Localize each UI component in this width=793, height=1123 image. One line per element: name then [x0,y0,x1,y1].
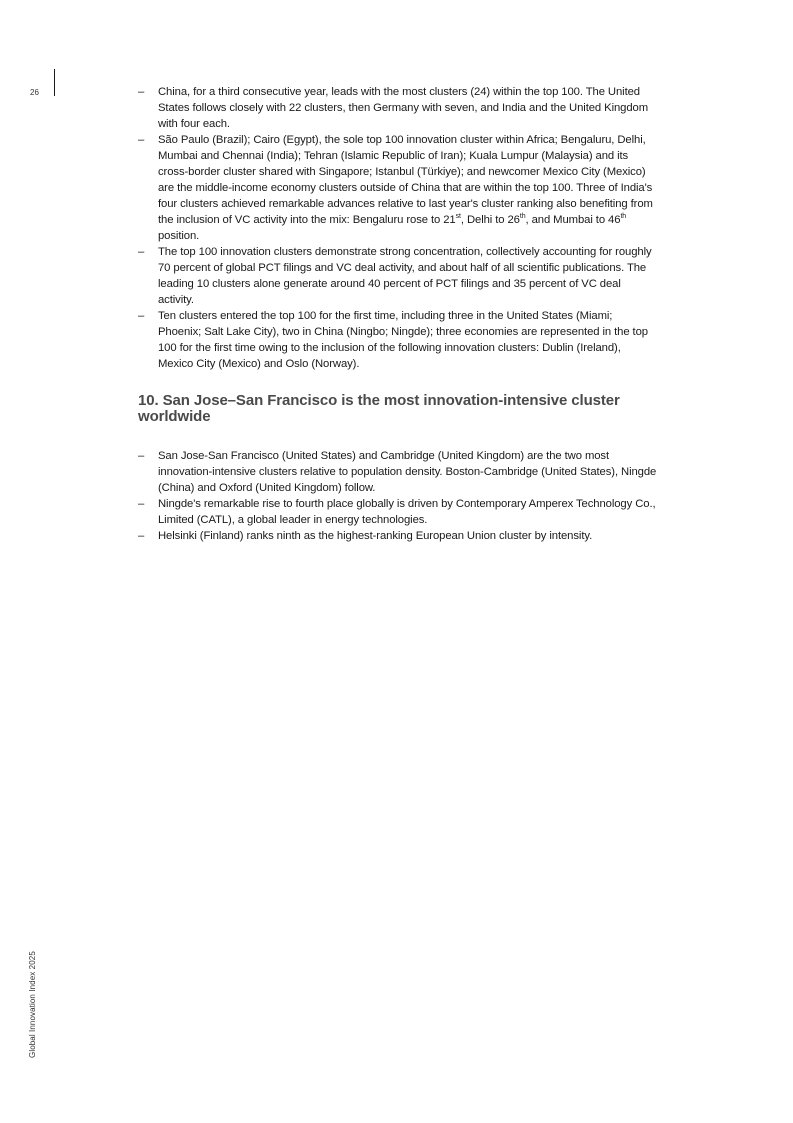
list-item [138,244,658,308]
running-side-label: Global Innovation Index 2025 [28,951,37,1058]
bullet-dash: – [138,310,145,322]
bullet-dash: – [138,86,145,98]
list-item [138,132,658,244]
ordinal-suffix: st [455,213,461,221]
list-item [138,448,658,496]
text-run: position. [158,230,200,242]
list-item-text: San Jose-San Francisco (United States) and Cambridge (United Kingdom) are the two most innovation-intensive clusters relative to population density. Boston-Cambridge (United States), Ningde (China) and Oxford (United Kingdom) follow. [158,450,657,494]
ordinal-suffix: th [519,213,526,221]
page-number: 26 [30,88,39,97]
list-item [138,84,658,132]
ordinal-suffix: th [620,213,627,221]
text-run: , and Mumbai to 46 [525,214,621,226]
bullet-dash: – [138,530,145,542]
main-content [138,84,658,544]
text-run: , Delhi to 26 [460,214,520,226]
bullet-dash: – [138,498,145,510]
list-item-text: Ningde's remarkable rise to fourth place globally is driven by Contemporary Amperex Technology Co., Limited (CATL), a global leader in energy technologies. [158,498,656,526]
key-findings-list [138,84,658,372]
bullet-dash: – [138,134,145,146]
bullet-dash: – [138,450,145,462]
list-item-text: The top 100 innovation clusters demonstrate strong concentration, collectively accounting for roughly 70 percent of global PCT filings and VC deal activity, and about half of all scientific publications. The leading 10 clusters alone generate around 40 percent of PCT filings and 35 percent of VC deal activity. [158,246,652,306]
list-item-text: Ten clusters entered the top 100 for the first time, including three in the United States (Miami; Phoenix; Salt Lake City), two in China (Ningbo; Ningde); three economies are represented in the top 100 for the first time owing to the inclusion of the following innovation clusters: Dublin (Ireland), Mexico City (Mexico) and Oslo (Norway). [158,310,648,370]
list-item [138,528,658,544]
list-item-text: China, for a third consecutive year, leads with the most clusters (24) within the top 100. The United States follows closely with 22 clusters, then Germany with seven, and India and the United Kingdom with four each. [158,86,649,130]
list-item [138,496,658,528]
bullet-dash: – [138,246,145,258]
list-item-text [158,134,653,242]
list-item-text: Helsinki (Finland) ranks ninth as the highest-ranking European Union cluster by intensity. [158,530,593,542]
text-run: São Paulo (Brazil); Cairo (Egypt), the sole top 100 innovation cluster within Africa; Bengaluru, Delhi, Mumbai and Chennai (India); Tehran (Islamic Republic of Iran); Kuala Lumpur (Malaysia) and its cross-border cluster shared with Singapore; Istanbul (Türkiye); and newcomer Mexico City (Mexico) are the middle-income economy clusters outside of China that are within the top 100. Three of India's four clusters achieved remarkable advances relative to last year's cluster ranking also benefiting from the inclusion of VC activity into the mix: Bengaluru rose to 21 [158,134,653,226]
margin-rule [54,69,55,96]
section-heading: 10. San Jose–San Francisco is the most innovation-intensive cluster worldwide [138,392,620,425]
intensity-findings-list [138,448,658,544]
list-item [138,308,658,372]
